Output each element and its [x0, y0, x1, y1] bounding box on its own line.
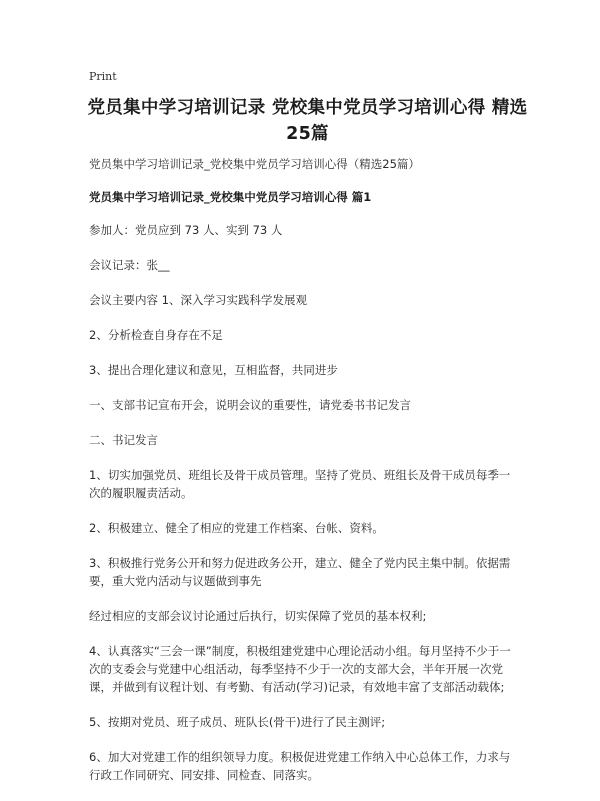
paragraph-point-5: 5、按期对党员、班子成员、班队长(骨干)进行了民主测评;: [89, 715, 386, 729]
document-title: 党员集中学习培训记录 党校集中党员学习培训心得 精选25篇: [87, 98, 528, 144]
paragraph-point-3: 3、积极推行党务公开和努力促进政务公开，建立、健全了党内民主集中制。依据需要，重大党内活动与议题做到事先: [89, 556, 511, 588]
paragraph-attendees: 参加人：党员应到 73 人、实到 73 人: [89, 223, 283, 237]
paragraph-point-3-cont: 经过相应的支部会议讨论通过后执行，切实保障了党员的基本权利;: [89, 609, 427, 623]
paragraph-section-one: 一、支部书记宣布开会，说明会议的重要性，请党委书书记发言: [89, 398, 411, 412]
paragraph-point-6: 6、加大对党建工作的组织领导力度。积极促进党建工作纳入中心总体工作，力求与行政工作同研究、同安排、同检查、同落实。: [89, 750, 511, 782]
paragraph-item-2: 2、分析检查自身存在不足: [89, 328, 223, 342]
paragraph-recorder: 会议记录：张__: [89, 258, 170, 272]
paragraph-point-4: 4、认真落实“三会一课”制度，积极组建党建中心理论活动小组。每月坚持不少于一次的支委会与党建中心组活动，每季坚持不少于一次的支部大会，半年开展一次党课，并做到有议程计划、有考勤、有活动(学习)记录，有效地丰富了支部活动载体;: [89, 644, 511, 694]
paragraph-main-content: 会议主要内容 1、深入学习实践科学发展观: [89, 293, 307, 307]
document-body: [89, 155, 519, 801]
paragraph-point-2: 2、积极建立、健全了相应的党建工作档案、台帐、资料。: [89, 521, 384, 535]
paragraph-point-1: 1、切实加强党员、班组长及骨干成员管理。坚持了党员、班组长及骨干成员每季一次的履职履责活动。: [89, 468, 511, 500]
document-subtitle: 党员集中学习培训记录_党校集中党员学习培训心得（精选25篇）: [89, 157, 420, 171]
print-label[interactable]: Print: [89, 70, 117, 83]
paragraph-section-two: 二、书记发言: [89, 433, 158, 447]
paragraph-item-3: 3、提出合理化建议和意见，互相监督，共同进步: [89, 363, 338, 377]
section-heading: 党员集中学习培训记录_党校集中党员学习培训心得 篇1: [89, 190, 372, 204]
